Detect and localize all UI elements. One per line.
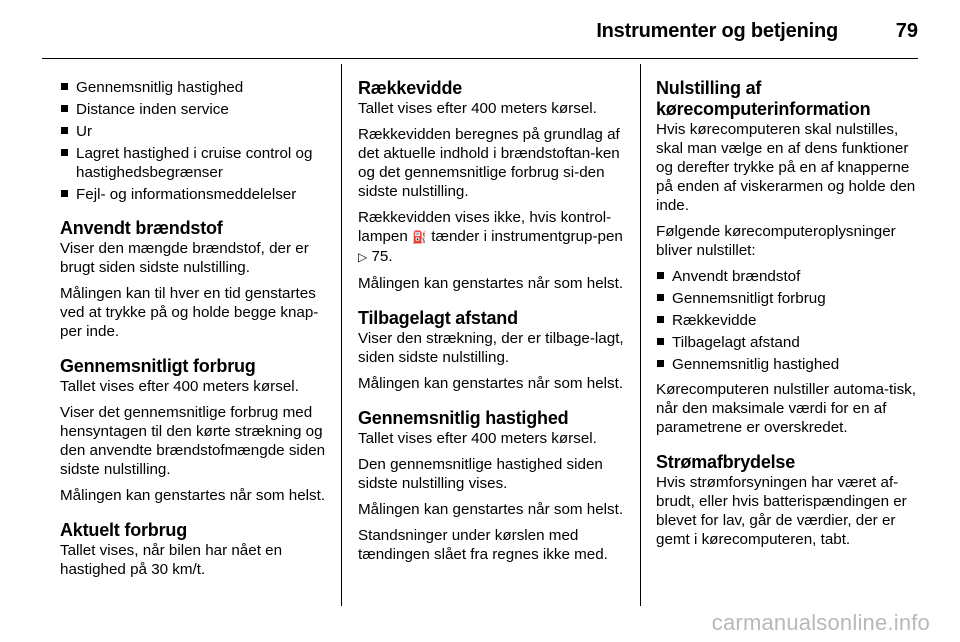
section-heading: Nulstilling af kørecomputerinformation: [656, 78, 871, 119]
paragraph: Kørecomputeren nulstiller automa-tisk, når den maksimale værdi for en af parametrene er overskredet.: [656, 381, 916, 436]
paragraph: Målingen kan genstartes når som helst.: [358, 375, 624, 392]
page-header: [42, 0, 918, 59]
section-heading: Gennemsnitlig hastighed: [358, 408, 569, 428]
section-heading: Aktuelt forbrug: [60, 520, 187, 540]
square-bullet-icon: [61, 127, 68, 134]
section-stroemafbrydelse: [656, 452, 922, 549]
paragraph: Tallet vises efter 400 meters kørsel.: [358, 100, 597, 117]
chapter-title: Instrumenter og betjening: [596, 20, 838, 42]
list-item: Gennemsnitlig hastighed: [60, 78, 326, 97]
square-bullet-icon: [657, 294, 664, 301]
column-divider-left: [341, 64, 342, 606]
paragraph: Målingen kan genstartes når som helst.: [60, 487, 326, 504]
paragraph: Målingen kan til hver en tid genstartes ved at trykke på og holde begge knap-per inde.: [60, 285, 319, 340]
paragraph: Hvis kørecomputeren skal nulstilles, skal man vælge en af dens funktioner og derefter trykke på en af knapperne på enden af viskerarmen og holde den inde.: [656, 121, 916, 214]
list-item: Anvendt brændstof: [656, 267, 922, 286]
paragraph: Viser den mængde brændstof, der er brugt siden sidste nulstilling.: [60, 240, 309, 276]
section-heading: Anvendt brændstof: [60, 218, 223, 238]
page-reference-icon[interactable]: ▷: [358, 250, 368, 264]
section-aktuelt-forbrug: [60, 520, 326, 579]
section-heading: Tilbagelagt afstand: [358, 308, 518, 328]
paragraph: Målingen kan genstartes når som helst.: [358, 501, 624, 518]
list-item: Gennemsnitlig hastighed: [656, 355, 922, 374]
paragraph: Målingen kan genstartes når som helst.: [358, 275, 624, 292]
paragraph: Rækkevidden beregnes på grundlag af det aktuelle indhold i brændstoftan-ken og det gennemsnitlige forbrug si-den sidste nulstilling.: [358, 126, 620, 200]
reset-bullet-list: [656, 267, 922, 374]
section-gennemsnitligt-forbrug: [60, 356, 326, 505]
list-item: Gennemsnitligt forbrug: [656, 289, 922, 308]
paragraph: Standsninger under kørslen med tændingen slået fra regnes ikke med.: [358, 527, 608, 563]
paragraph: Tallet vises, når bilen har nået en hastighed på 30 km/t.: [60, 542, 283, 578]
section-tilbagelagt-afstand: [358, 308, 624, 393]
paragraph: Følgende kørecomputeroplysninger bliver nulstillet:: [656, 223, 896, 259]
list-item: Rækkevidde: [656, 311, 922, 330]
section-gennemsnitlig-hastighed: [358, 408, 624, 564]
info-bullet-list: [60, 78, 326, 204]
paragraph: Hvis strømforsyningen har været af-brudt, eller hvis batterispændingen er blevet for lav, går de værdier, der er gemt i kørecomputeren, tabt.: [656, 474, 907, 548]
square-bullet-icon: [657, 316, 664, 323]
page-number: 79: [895, 20, 918, 42]
paragraph: Viser det gennemsnitlige forbrug med hensyntagen til den kørte strækning og den anvendte brændstofmængde siden sidste nulstilling.: [60, 404, 326, 478]
page-reference-link[interactable]: 75.: [371, 248, 393, 265]
section-heading: Strømafbrydelse: [656, 452, 796, 472]
paragraph: Rækkevidden vises ikke, hvis kontrol-lampen ⛽ tænder i instrumentgrup-pen ▷ 75.: [358, 209, 623, 265]
section-heading: Rækkevidde: [358, 78, 463, 98]
list-item: Fejl- og informationsmeddelelser: [60, 185, 326, 204]
list-item: Tilbagelagt afstand: [656, 333, 922, 352]
section-anvendt-braendstof: [60, 218, 326, 341]
fuel-pump-icon: ⛽: [412, 230, 427, 244]
column-2: [358, 78, 624, 579]
section-heading: Gennemsnitligt forbrug: [60, 356, 256, 376]
square-bullet-icon: [657, 360, 664, 367]
square-bullet-icon: [657, 338, 664, 345]
list-item: Ur: [60, 122, 326, 141]
list-item: Lagret hastighed i cruise control og hastighedsbegrænser: [60, 144, 326, 182]
column-3: [656, 78, 922, 564]
square-bullet-icon: [61, 83, 68, 90]
column-divider-right: [640, 64, 641, 606]
square-bullet-icon: [61, 105, 68, 112]
square-bullet-icon: [657, 272, 664, 279]
paragraph: Tallet vises efter 400 meters kørsel.: [358, 430, 597, 447]
square-bullet-icon: [61, 149, 68, 156]
list-item: Distance inden service: [60, 100, 326, 119]
section-nulstilling: [656, 78, 922, 437]
paragraph: Tallet vises efter 400 meters kørsel.: [60, 378, 299, 395]
square-bullet-icon: [61, 190, 68, 197]
column-1: [60, 78, 326, 594]
paragraph: Viser den strækning, der er tilbage-lagt, siden sidste nulstilling.: [358, 330, 624, 366]
section-raekkevidde: [358, 78, 624, 293]
watermark: carmanualsonline.info: [711, 610, 930, 635]
paragraph: Den gennemsnitlige hastighed siden sidste nulstilling vises.: [358, 456, 603, 492]
